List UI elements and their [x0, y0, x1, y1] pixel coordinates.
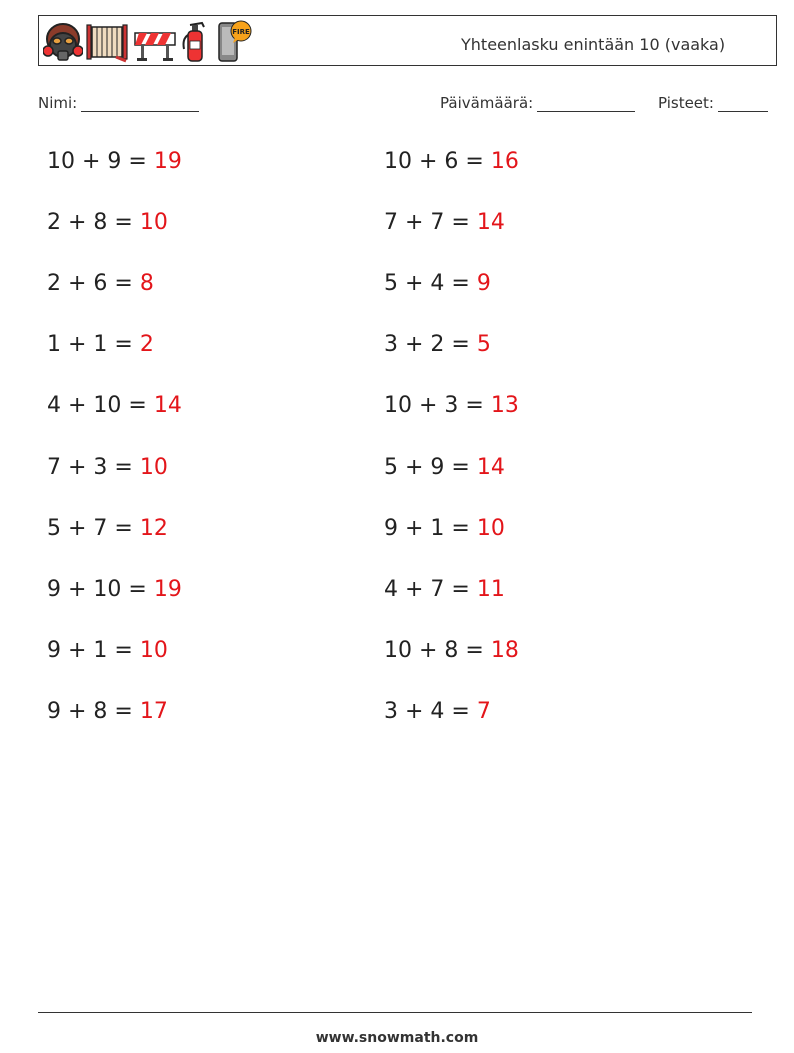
problem-expression: 1 + 1 = [47, 332, 133, 357]
problem-left-8 [47, 577, 182, 602]
problem-answer: 10 [476, 516, 505, 541]
problem-answer: 8 [139, 271, 154, 296]
problem-answer: 13 [490, 393, 519, 418]
problem-expression: 10 + 8 = [384, 638, 484, 663]
problem-right-9 [384, 638, 519, 663]
problem-expression: 4 + 7 = [384, 577, 470, 602]
problem-left-4 [47, 332, 154, 357]
problem-answer: 7 [476, 699, 491, 724]
score-label: Pisteet: [658, 94, 714, 112]
problem-expression: 10 + 3 = [384, 393, 484, 418]
problem-answer: 5 [476, 332, 491, 357]
problem-answer: 9 [476, 271, 491, 296]
problem-expression: 9 + 8 = [47, 699, 133, 724]
problem-expression: 5 + 4 = [384, 271, 470, 296]
problem-expression: 5 + 9 = [384, 455, 470, 480]
footer-url: www.snowmath.com [315, 1030, 479, 1046]
problem-expression: 7 + 7 = [384, 210, 470, 235]
problem-left-7 [47, 516, 168, 541]
phone-fire-alert-icon [213, 19, 253, 63]
worksheet-header [38, 15, 777, 66]
problem-answer: 10 [139, 638, 168, 663]
score-field[interactable] [658, 94, 768, 112]
problem-answer: 10 [139, 455, 168, 480]
problem-answer: 19 [153, 149, 182, 174]
road-barrier-icon [133, 29, 177, 63]
date-field[interactable] [440, 94, 635, 112]
header-icons [43, 19, 253, 63]
problem-right-10 [384, 699, 491, 724]
problem-right-3 [384, 271, 491, 296]
problem-expression: 9 + 1 = [47, 638, 133, 663]
problem-expression: 9 + 1 = [384, 516, 470, 541]
problem-right-6 [384, 455, 505, 480]
problem-answer: 14 [476, 455, 505, 480]
date-blank-line[interactable] [537, 97, 635, 112]
problem-right-5 [384, 393, 519, 418]
phone-badge-text: FIRE [232, 28, 250, 36]
page-title: Yhteenlasku enintään 10 (vaaka) [461, 35, 726, 54]
problem-left-2 [47, 210, 168, 235]
problem-answer: 14 [476, 210, 505, 235]
problem-expression: 2 + 8 = [47, 210, 133, 235]
problem-answer: 18 [490, 638, 519, 663]
name-field[interactable] [38, 94, 199, 112]
date-label: Päivämäärä: [440, 94, 534, 112]
fire-hose-icon [86, 23, 130, 63]
problem-left-1 [47, 149, 182, 174]
problem-expression: 3 + 4 = [384, 699, 470, 724]
problem-expression: 3 + 2 = [384, 332, 470, 357]
fire-extinguisher-icon [180, 19, 210, 63]
problem-answer: 12 [139, 516, 168, 541]
problem-answer: 16 [490, 149, 519, 174]
problem-right-7 [384, 516, 505, 541]
problem-answer: 19 [153, 577, 182, 602]
problem-expression: 5 + 7 = [47, 516, 133, 541]
problem-answer: 2 [139, 332, 154, 357]
problem-left-5 [47, 393, 182, 418]
footer-divider [38, 1012, 752, 1013]
problem-right-4 [384, 332, 491, 357]
problem-answer: 14 [153, 393, 182, 418]
problem-answer: 10 [139, 210, 168, 235]
name-blank-line[interactable] [81, 97, 199, 112]
problem-left-10 [47, 699, 168, 724]
gas-mask-icon [43, 21, 83, 63]
problem-left-3 [47, 271, 154, 296]
problem-right-8 [384, 577, 505, 602]
problem-answer: 11 [476, 577, 505, 602]
problem-expression: 10 + 9 = [47, 149, 147, 174]
problem-expression: 10 + 6 = [384, 149, 484, 174]
problem-left-6 [47, 455, 168, 480]
problem-expression: 2 + 6 = [47, 271, 133, 296]
problem-expression: 4 + 10 = [47, 393, 147, 418]
problem-right-1 [384, 149, 519, 174]
problem-expression: 7 + 3 = [47, 455, 133, 480]
problem-expression: 9 + 10 = [47, 577, 147, 602]
problem-left-9 [47, 638, 168, 663]
name-label: Nimi: [38, 94, 78, 112]
score-blank-line[interactable] [718, 97, 768, 112]
problem-answer: 17 [139, 699, 168, 724]
problem-right-2 [384, 210, 505, 235]
